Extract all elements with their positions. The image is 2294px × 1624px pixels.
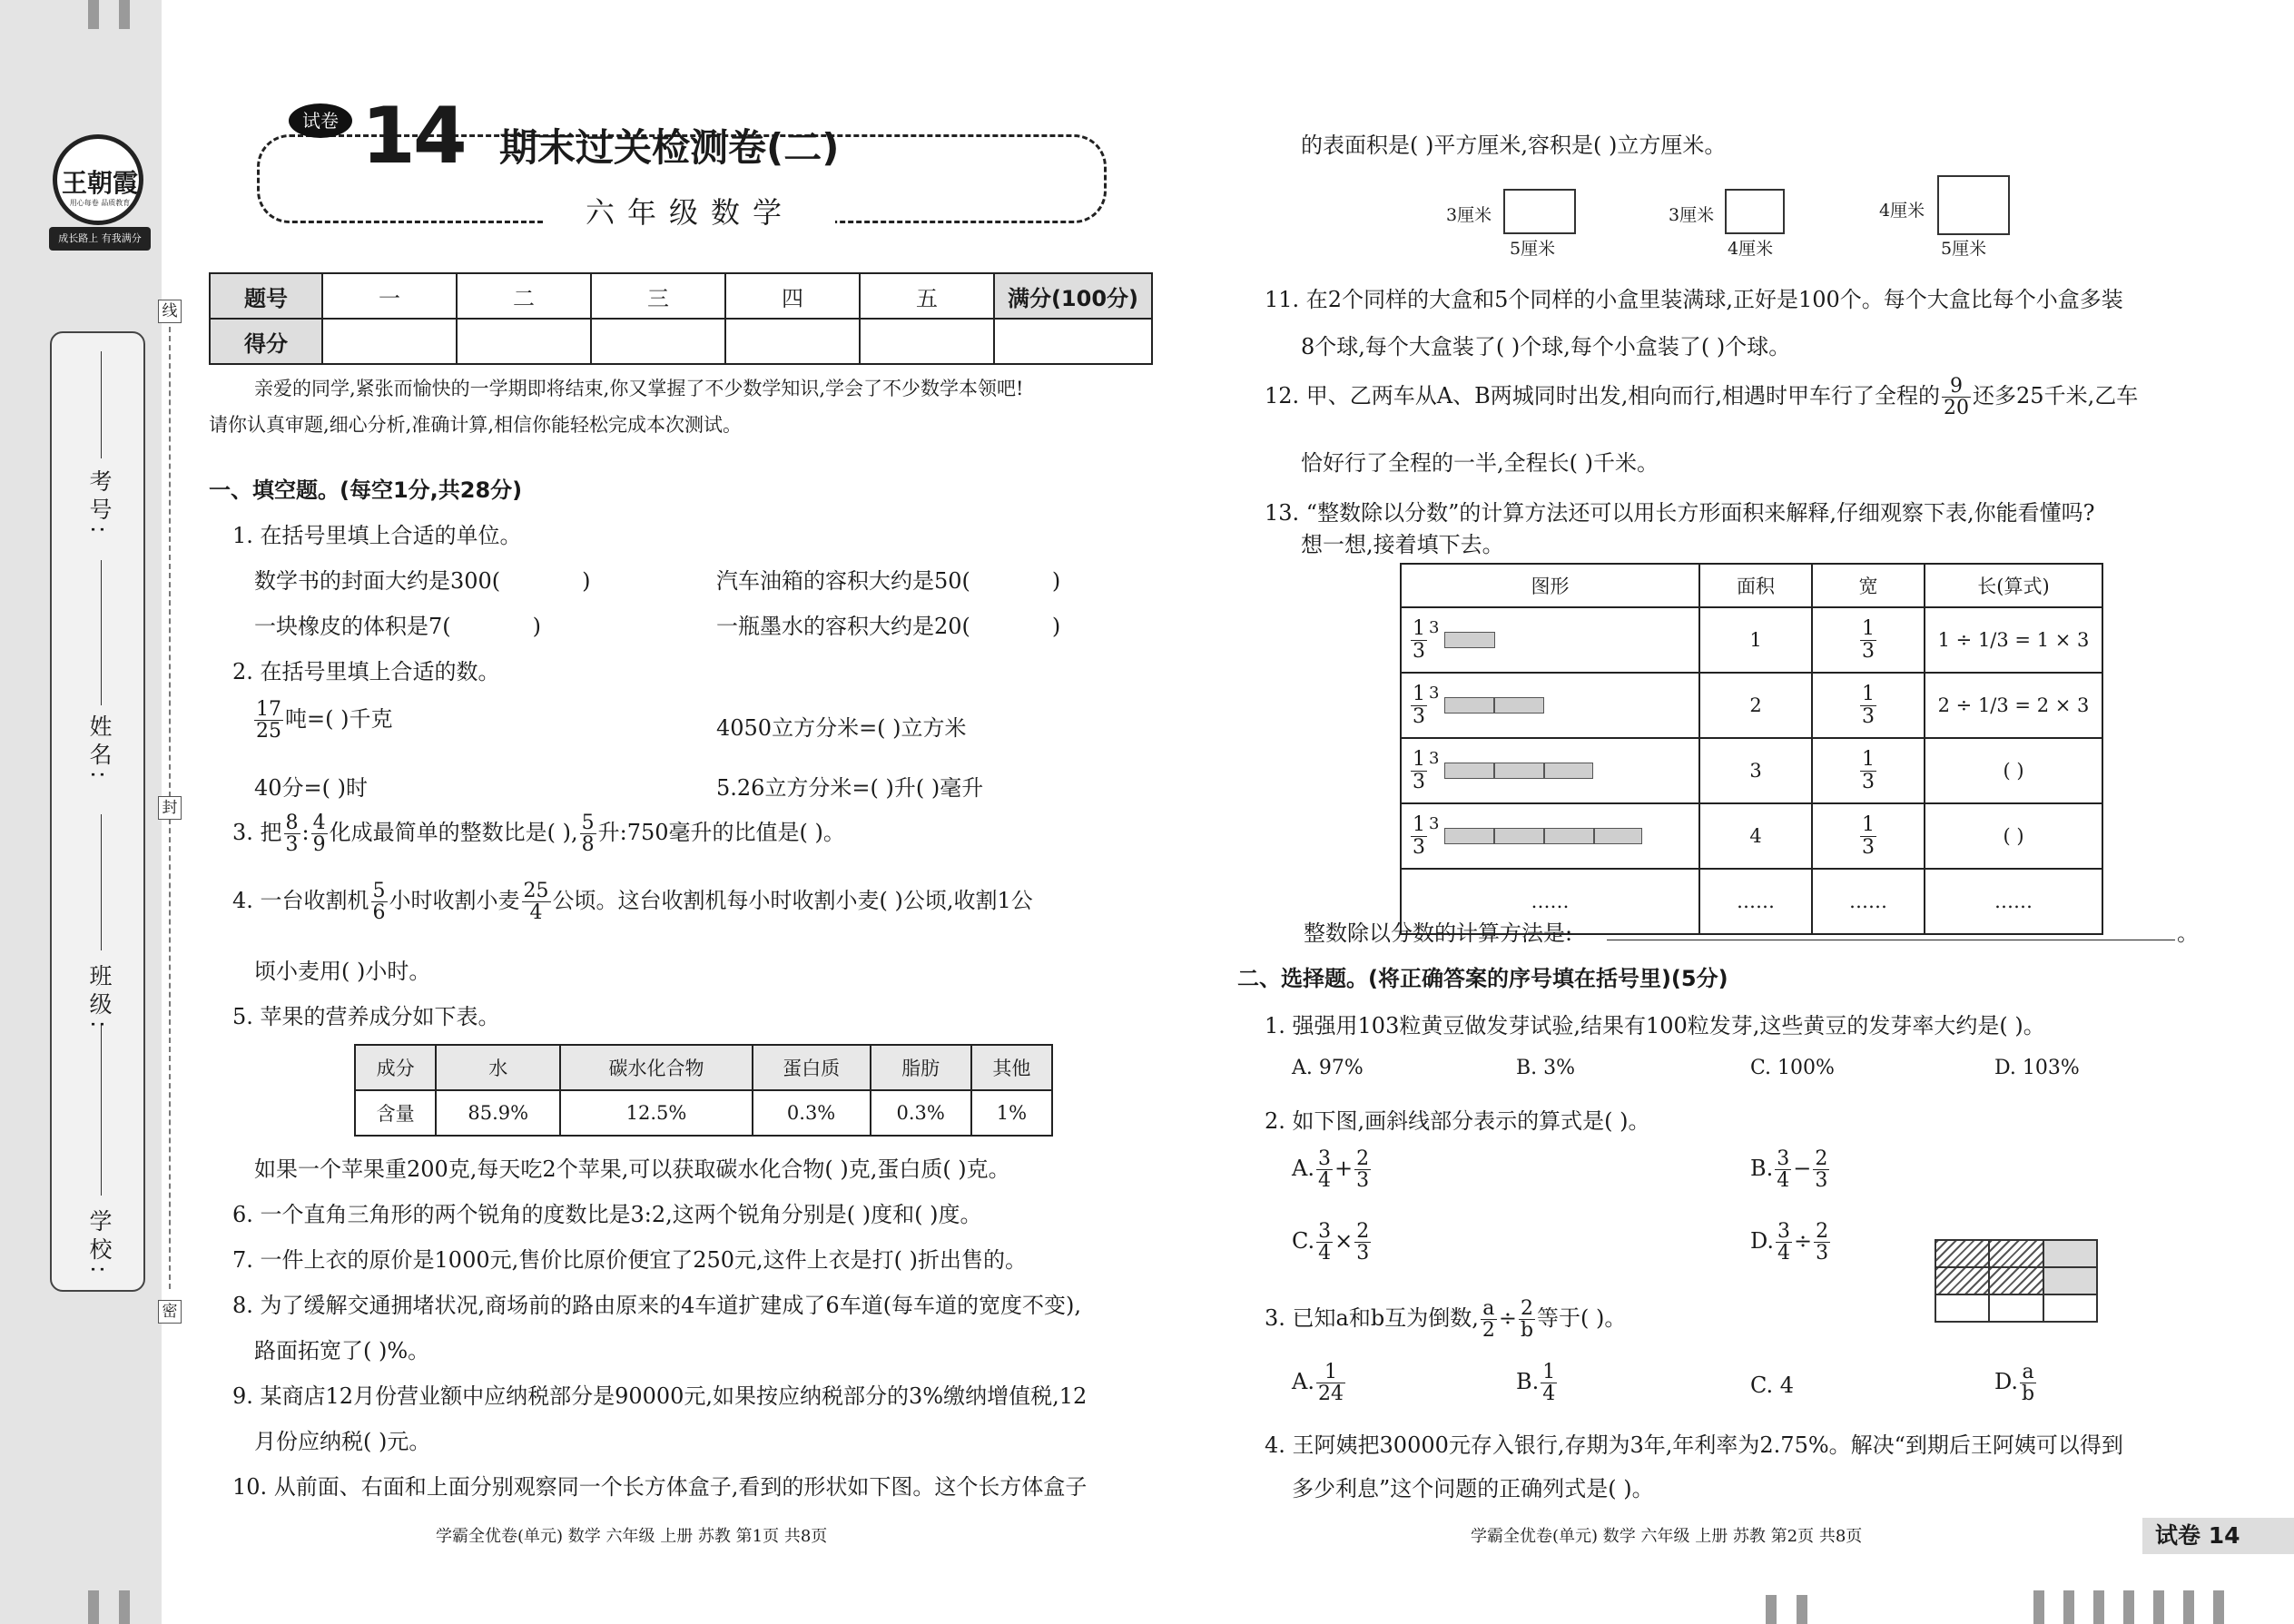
page-footer: 学霸全优卷(单元) 数学 六年级 上册 苏教 第1页 共8页 xyxy=(436,1527,828,1546)
numerator: a xyxy=(2020,1362,2036,1383)
colon: : xyxy=(301,820,310,846)
length-label: 3 xyxy=(1429,618,1440,638)
fraction xyxy=(1411,814,1427,857)
q1-d: 一瓶墨水的容积大约是20( xyxy=(716,614,970,639)
denominator: 25 xyxy=(256,720,281,743)
denominator: 2 xyxy=(1482,1319,1495,1343)
crop-mark xyxy=(2153,1590,2164,1624)
fraction xyxy=(1942,376,1971,418)
numerator: 1 xyxy=(1413,813,1425,837)
grid-cell xyxy=(1935,1294,1989,1322)
fraction xyxy=(1860,749,1876,792)
nutrition-header: 其他 xyxy=(971,1045,1052,1090)
question-line: 恰好行了全程的一半,全程长( )千米。 xyxy=(1301,450,1659,476)
denominator: 4 xyxy=(1777,1169,1790,1193)
operator: × xyxy=(1334,1228,1354,1255)
denominator: 24 xyxy=(1317,1383,1344,1406)
question-line xyxy=(232,812,845,855)
denominator: 4 xyxy=(1542,1383,1556,1406)
option: A. 97% xyxy=(1292,1057,1364,1079)
q1-a: 数学书的封面大约是300( xyxy=(254,568,501,594)
rule-label: 整数除以分数的计算方法是: xyxy=(1304,920,1573,946)
score-header-cell: 题号 xyxy=(210,273,322,319)
area-cell: 4 xyxy=(1699,803,1812,869)
q1-b: 汽车油箱的容积大约是50( xyxy=(716,568,970,594)
fraction xyxy=(1316,1148,1333,1191)
figure-label: 3厘米 xyxy=(1669,205,1715,225)
option: C. 100% xyxy=(1750,1057,1835,1079)
option xyxy=(1516,1362,1559,1404)
width-cell xyxy=(1812,738,1925,803)
fraction xyxy=(1411,618,1427,661)
area-rect xyxy=(1444,763,1593,779)
score-cell xyxy=(457,319,591,364)
nutrition-header: 水 xyxy=(436,1045,560,1090)
right-view-rect xyxy=(1725,189,1785,234)
option-letter: A. xyxy=(1292,1369,1314,1395)
rule-end: 。 xyxy=(2177,920,2199,946)
q3-part: 升:750毫升的比值是( )。 xyxy=(597,820,845,846)
blank-item xyxy=(252,699,392,742)
top-view-rect xyxy=(1937,175,2010,235)
question-line: 11. 在2个同样的大盒和5个同样的小盒里装满球,正好是100个。每个大盒比每个小盒多装 xyxy=(1265,287,2123,312)
width-cell xyxy=(1812,803,1925,869)
option xyxy=(1750,1221,1832,1264)
numerator: 8 xyxy=(285,812,299,834)
close-paren: ) xyxy=(532,614,542,639)
nutrition-header: 碳水化合物 xyxy=(560,1045,752,1090)
numerator: 1 xyxy=(1316,1362,1345,1383)
denominator: 4 xyxy=(1317,1169,1331,1193)
numerator: 2 xyxy=(1816,1220,1829,1243)
fraction xyxy=(1860,684,1876,726)
question-stem: 2. 在括号里填上合适的数。 xyxy=(232,659,500,684)
fraction xyxy=(522,881,551,923)
area-rect xyxy=(1444,697,1544,714)
fraction xyxy=(284,812,300,855)
option-letter: B. xyxy=(1750,1156,1774,1182)
cut-mark-line: 线 xyxy=(158,300,182,323)
denominator: 3 xyxy=(1862,835,1875,859)
option xyxy=(1994,1362,2038,1404)
operator: − xyxy=(1793,1156,1812,1182)
question-line: 想一想,接着填下去。 xyxy=(1301,532,1504,557)
q1-c: 一块橡皮的体积是7( xyxy=(254,614,451,639)
cut-mark-secret: 密 xyxy=(158,1300,182,1324)
class-blank xyxy=(101,814,102,950)
rect-figure-cell xyxy=(1401,738,1699,803)
length-label: 3 xyxy=(1429,814,1440,834)
crop-mark xyxy=(1766,1595,1777,1624)
area-cell: 1 xyxy=(1699,607,1812,673)
blank-item xyxy=(254,608,541,640)
close-paren: ) xyxy=(1051,614,1061,639)
numerator: 1 xyxy=(1862,813,1875,837)
score-header-cell: 五 xyxy=(860,273,994,319)
q2-d: 5.26立方分米=( )升( )毫升 xyxy=(716,775,984,801)
school-blank xyxy=(101,1023,102,1196)
denominator: 8 xyxy=(581,833,595,857)
q2-c: 40分=( )时 xyxy=(254,775,369,801)
score-table xyxy=(209,272,1153,365)
numerator: 3 xyxy=(1777,1147,1790,1170)
division-table xyxy=(1400,563,2103,935)
figure-label: 3厘米 xyxy=(1446,205,1492,225)
crop-mark xyxy=(119,0,130,29)
close-paren: ) xyxy=(582,568,591,594)
question-line: 8. 为了缓解交通拥堵状况,商场前的路由原来的4车道扩建成了6车道(每车道的宽度不变), xyxy=(232,1293,1082,1318)
numerator: 2 xyxy=(1815,1147,1828,1170)
fraction xyxy=(1775,1148,1791,1191)
student-info-box xyxy=(50,331,145,1292)
denominator: 3 xyxy=(1815,1169,1828,1193)
class-label: 班级: xyxy=(86,964,113,1034)
numerator: 1 xyxy=(1542,1361,1556,1383)
seal-tagline: 用心每卷 品质教育 xyxy=(69,199,131,207)
length-label: 3 xyxy=(1429,684,1440,704)
crop-mark xyxy=(2213,1590,2224,1624)
exam-number-blank xyxy=(101,351,102,458)
option-letter: B. xyxy=(1516,1369,1540,1395)
crop-mark xyxy=(2123,1590,2134,1624)
blank-item xyxy=(254,563,591,595)
fraction xyxy=(1354,1148,1371,1191)
numerator: 3 xyxy=(1318,1220,1332,1243)
grid-cell xyxy=(2043,1240,2097,1267)
denominator: 3 xyxy=(1413,835,1425,859)
fraction xyxy=(1860,814,1876,857)
rect-figure-cell xyxy=(1401,673,1699,738)
crop-mark xyxy=(2033,1590,2044,1624)
fraction xyxy=(1541,1362,1557,1404)
nutrition-cell: 0.3% xyxy=(753,1090,871,1136)
area-rect xyxy=(1444,828,1642,844)
numerator: 25 xyxy=(523,880,549,902)
denominator: 3 xyxy=(1356,1169,1370,1193)
denominator: b xyxy=(1520,1319,1534,1343)
numerator: 2 xyxy=(1356,1220,1370,1243)
rect-figure-cell xyxy=(1401,607,1699,673)
question-line: 7. 一件上衣的原价是1000元,售价比原价便宜了250元,这件上衣是打( )折出售的。 xyxy=(232,1247,1028,1273)
exam-tab: 试卷 14 xyxy=(2142,1518,2294,1554)
nutrition-cell: 0.3% xyxy=(871,1090,971,1136)
nutrition-header: 成分 xyxy=(355,1045,436,1090)
question-line xyxy=(1265,1298,1626,1341)
formula-answer[interactable]: ( ) xyxy=(1925,738,2102,803)
crop-mark xyxy=(2063,1590,2074,1624)
question-stem: 5. 苹果的营养成分如下表。 xyxy=(232,1004,500,1029)
option: D. 103% xyxy=(1994,1057,2080,1079)
operator: + xyxy=(1334,1156,1354,1182)
page-subtitle: 六年级数学 xyxy=(545,192,835,232)
fraction xyxy=(1316,1362,1345,1404)
score-cell xyxy=(860,319,994,364)
question-line: 6. 一个直角三角形的两个锐角的度数比是3:2,这两个锐角分别是( )度和( )度。 xyxy=(232,1202,982,1227)
question-line: 顷小麦用( )小时。 xyxy=(254,959,431,984)
operator: ÷ xyxy=(1794,1228,1813,1255)
question-line: 的表面积是( )平方厘米,容积是( )立方厘米。 xyxy=(1301,133,1727,158)
denominator: 20 xyxy=(1944,397,1970,420)
brand-seal xyxy=(47,125,152,252)
option xyxy=(1292,1148,1373,1191)
fraction xyxy=(1776,1221,1792,1264)
denominator: 3 xyxy=(1356,1242,1370,1265)
close-paren: ) xyxy=(1051,568,1061,594)
question-stem: 1. 在括号里填上合适的单位。 xyxy=(232,523,522,548)
exam-number-label: 考号: xyxy=(86,469,113,539)
option-letter: D. xyxy=(1994,1369,2019,1395)
numerator: 1 xyxy=(1413,617,1425,641)
grid-cell xyxy=(1935,1267,1989,1294)
question-line: 如果一个苹果重200克,每天吃2个苹果,可以获取碳水化合物( )克,蛋白质( )克。 xyxy=(254,1156,1010,1182)
division-header: 宽 xyxy=(1812,564,1925,607)
figure-label: 5厘米 xyxy=(1510,239,1556,259)
denominator: 3 xyxy=(1413,770,1425,793)
option-letter: C. xyxy=(1292,1228,1315,1255)
ellipsis-cell: …… xyxy=(1401,869,1699,934)
denominator: 3 xyxy=(1413,704,1425,728)
fraction xyxy=(1411,749,1427,792)
score-cell xyxy=(994,319,1152,364)
crop-mark xyxy=(88,0,99,29)
ellipsis-cell: …… xyxy=(1699,869,1812,934)
numerator: 9 xyxy=(1942,376,1971,398)
rect-figure-cell xyxy=(1401,803,1699,869)
intro-line: 请你认真审题,细心分析,准确计算,相信你能轻松完成本次测试。 xyxy=(209,414,743,436)
crop-mark xyxy=(2093,1590,2104,1624)
question-line xyxy=(1265,376,2138,418)
score-cell xyxy=(322,319,457,364)
q-part: 等于( )。 xyxy=(1537,1305,1627,1332)
denominator: 4 xyxy=(1318,1242,1332,1265)
intro-line: 亲爱的同学,紧张而愉快的一学期即将结束,你又掌握了不少数学知识,学会了不少数学本领吧! xyxy=(254,378,1024,399)
denominator: 3 xyxy=(1862,639,1875,663)
name-label: 姓名: xyxy=(86,714,113,784)
q12-part: 12. 甲、乙两车从A、B两城同时出发,相向而行,相遇时甲车行了全程的 xyxy=(1265,383,1941,409)
fraction xyxy=(1519,1298,1535,1341)
school-label: 学校: xyxy=(86,1209,113,1279)
question-line: 9. 某商店12月份营业额中应纳税部分是90000元,如果按应纳税部分的3%缴纳增值税,12 xyxy=(232,1383,1088,1409)
q12-part: 还多25千米,乙车 xyxy=(1973,383,2139,409)
figure-label: 4厘米 xyxy=(1728,239,1774,259)
fraction xyxy=(311,812,328,855)
q3-part: 化成最简单的整数比是( ), xyxy=(329,820,578,846)
nutrition-cell: 1% xyxy=(971,1090,1052,1136)
fraction xyxy=(1316,1221,1333,1264)
numerator: 3 xyxy=(1777,1220,1791,1243)
denominator: b xyxy=(2022,1383,2035,1406)
length-label: 3 xyxy=(1429,749,1440,769)
section-title: 二、选择题。(将正确答案的序号填在括号里)(5分) xyxy=(1237,966,1728,991)
numerator: 1 xyxy=(1862,683,1875,706)
area-cell: 3 xyxy=(1699,738,1812,803)
page-title: 期末过关检测卷(二) xyxy=(499,125,840,170)
question-line: 月份应纳税( )元。 xyxy=(254,1429,431,1454)
fraction xyxy=(2020,1362,2036,1404)
operator: ÷ xyxy=(1498,1305,1517,1332)
score-header-cell: 四 xyxy=(725,273,860,319)
width-cell xyxy=(1812,607,1925,673)
blank-item xyxy=(716,563,1060,595)
numerator: 5 xyxy=(372,880,386,902)
grid-cell xyxy=(2043,1267,2097,1294)
q4-part: 小时收割小麦 xyxy=(389,888,520,914)
numerator: 17 xyxy=(256,698,281,721)
numerator: 3 xyxy=(1317,1147,1331,1170)
denominator: 3 xyxy=(285,833,299,857)
fraction xyxy=(1860,618,1876,661)
area-cell: 2 xyxy=(1699,673,1812,738)
numerator: a xyxy=(1481,1298,1497,1320)
q2-b: 4050立方分米=( )立方米 xyxy=(716,715,967,741)
q4-part: 公顷。这台收割机每小时收割小麦( )公顷,收割1公 xyxy=(552,888,1033,914)
numerator: 4 xyxy=(312,812,326,834)
numerator: 1 xyxy=(1413,683,1425,706)
seal-motto: 成长路上 有我满分 xyxy=(49,227,151,251)
denominator: 4 xyxy=(1777,1242,1791,1265)
fraction xyxy=(1481,1298,1497,1341)
option: B. 3% xyxy=(1516,1057,1576,1079)
numerator: 1 xyxy=(1413,748,1425,772)
question-line: 1. 强强用103粒黄豆做发芽试验,结果有100粒发芽,这些黄豆的发芽率大约是( )。 xyxy=(1265,1013,2045,1038)
question-line: 4. 王阿姨把30000元存入银行,存期为3年,年利率为2.75%。解决“到期后王阿姨可以得到 xyxy=(1265,1432,2123,1458)
score-header-cell: 一 xyxy=(322,273,457,319)
ellipsis-cell: …… xyxy=(1925,869,2102,934)
option xyxy=(1292,1362,1347,1404)
nutrition-header: 脂肪 xyxy=(871,1045,971,1090)
front-view-rect xyxy=(1503,189,1576,234)
q-part: 3. 已知a和b互为倒数, xyxy=(1265,1305,1479,1332)
question-line: 路面拓宽了( )%。 xyxy=(254,1338,430,1363)
denominator: 9 xyxy=(312,833,326,857)
crop-mark xyxy=(2183,1590,2194,1624)
nutrition-table xyxy=(354,1044,1053,1137)
denominator: 4 xyxy=(529,901,543,925)
option xyxy=(1750,1148,1831,1191)
score-header-cell: 满分(100分) xyxy=(994,273,1152,319)
numerator: 5 xyxy=(581,812,595,834)
option-letter: A. xyxy=(1292,1156,1314,1182)
numerator: 1 xyxy=(1862,617,1875,641)
grid-cell xyxy=(2043,1294,2097,1322)
question-line: 10. 从前面、右面和上面分别观察同一个长方体盒子,看到的形状如下图。这个长方体盒子 xyxy=(232,1474,1088,1500)
nutrition-cell: 85.9% xyxy=(436,1090,560,1136)
ellipsis-cell: …… xyxy=(1812,869,1925,934)
grid-cell xyxy=(1935,1240,1989,1267)
question-line: 2. 如下图,画斜线部分表示的算式是( )。 xyxy=(1265,1108,1650,1134)
score-cell xyxy=(725,319,860,364)
seal-brand: 王朝霞 xyxy=(61,168,138,198)
division-header: 图形 xyxy=(1401,564,1699,607)
nutrition-cell: 含量 xyxy=(355,1090,436,1136)
question-line: 13. “整数除以分数”的计算方法还可以用长方形面积来解释,仔细观察下表,你能看懂吗? xyxy=(1265,500,2095,526)
crop-mark xyxy=(119,1590,130,1624)
q4-part: 4. 一台收割机 xyxy=(232,888,369,914)
grid-cell xyxy=(1989,1267,2043,1294)
fraction xyxy=(580,812,596,855)
formula-answer[interactable]: ( ) xyxy=(1925,803,2102,869)
denominator: 3 xyxy=(1816,1242,1829,1265)
fraction xyxy=(1354,1221,1371,1264)
nutrition-header: 蛋白质 xyxy=(753,1045,871,1090)
figure-label: 4厘米 xyxy=(1879,201,1925,221)
fraction xyxy=(1411,684,1427,726)
numerator: 2 xyxy=(1519,1298,1535,1320)
exam-number: 14 xyxy=(361,91,465,182)
numerator: 2 xyxy=(1356,1147,1370,1170)
score-header-cell: 三 xyxy=(591,273,725,319)
width-cell xyxy=(1812,673,1925,738)
formula-cell: 2 ÷ 1/3 = 2 × 3 xyxy=(1925,673,2102,738)
denominator: 3 xyxy=(1862,704,1875,728)
question-line: 多少利息”这个问题的正确列式是( )。 xyxy=(1292,1476,1654,1501)
fraction xyxy=(371,881,388,923)
option: C. 4 xyxy=(1750,1373,1795,1398)
score-row-label: 得分 xyxy=(210,319,322,364)
blank-item xyxy=(716,608,1060,640)
denominator: 3 xyxy=(1862,770,1875,793)
hatched-grid-figure xyxy=(1935,1239,2098,1323)
grid-cell xyxy=(1989,1294,2043,1322)
fraction xyxy=(1813,1148,1829,1191)
division-header: 长(算式) xyxy=(1925,564,2102,607)
q2-a: 吨=( )千克 xyxy=(285,706,393,733)
q3-part: 3. 把 xyxy=(232,820,282,846)
crop-mark xyxy=(1797,1595,1807,1624)
name-blank xyxy=(101,560,102,705)
cut-mark-seal: 封 xyxy=(158,796,182,820)
denominator: 6 xyxy=(372,901,386,925)
division-header: 面积 xyxy=(1699,564,1812,607)
denominator: 3 xyxy=(1413,639,1425,663)
page-footer: 学霸全优卷(单元) 数学 六年级 上册 苏教 第2页 共8页 xyxy=(1471,1527,1863,1546)
numerator: 1 xyxy=(1862,748,1875,772)
question-line xyxy=(232,881,1033,923)
area-rect xyxy=(1444,632,1495,648)
fraction xyxy=(1814,1221,1830,1264)
fraction xyxy=(254,699,283,742)
crop-mark xyxy=(88,1590,99,1624)
nutrition-cell: 12.5% xyxy=(560,1090,752,1136)
score-cell xyxy=(591,319,725,364)
option xyxy=(1292,1221,1373,1264)
option-letter: D. xyxy=(1750,1228,1775,1255)
figure-label: 5厘米 xyxy=(1941,239,1987,259)
exam-tag: 试卷 xyxy=(289,103,352,138)
formula-cell: 1 ÷ 1/3 = 1 × 3 xyxy=(1925,607,2102,673)
section-title: 一、填空题。(每空1分,共28分) xyxy=(209,477,523,503)
question-line: 8个球,每个大盒装了( )个球,每个小盒装了( )个球。 xyxy=(1301,334,1791,359)
grid-cell xyxy=(1989,1240,2043,1267)
score-header-cell: 二 xyxy=(457,273,591,319)
